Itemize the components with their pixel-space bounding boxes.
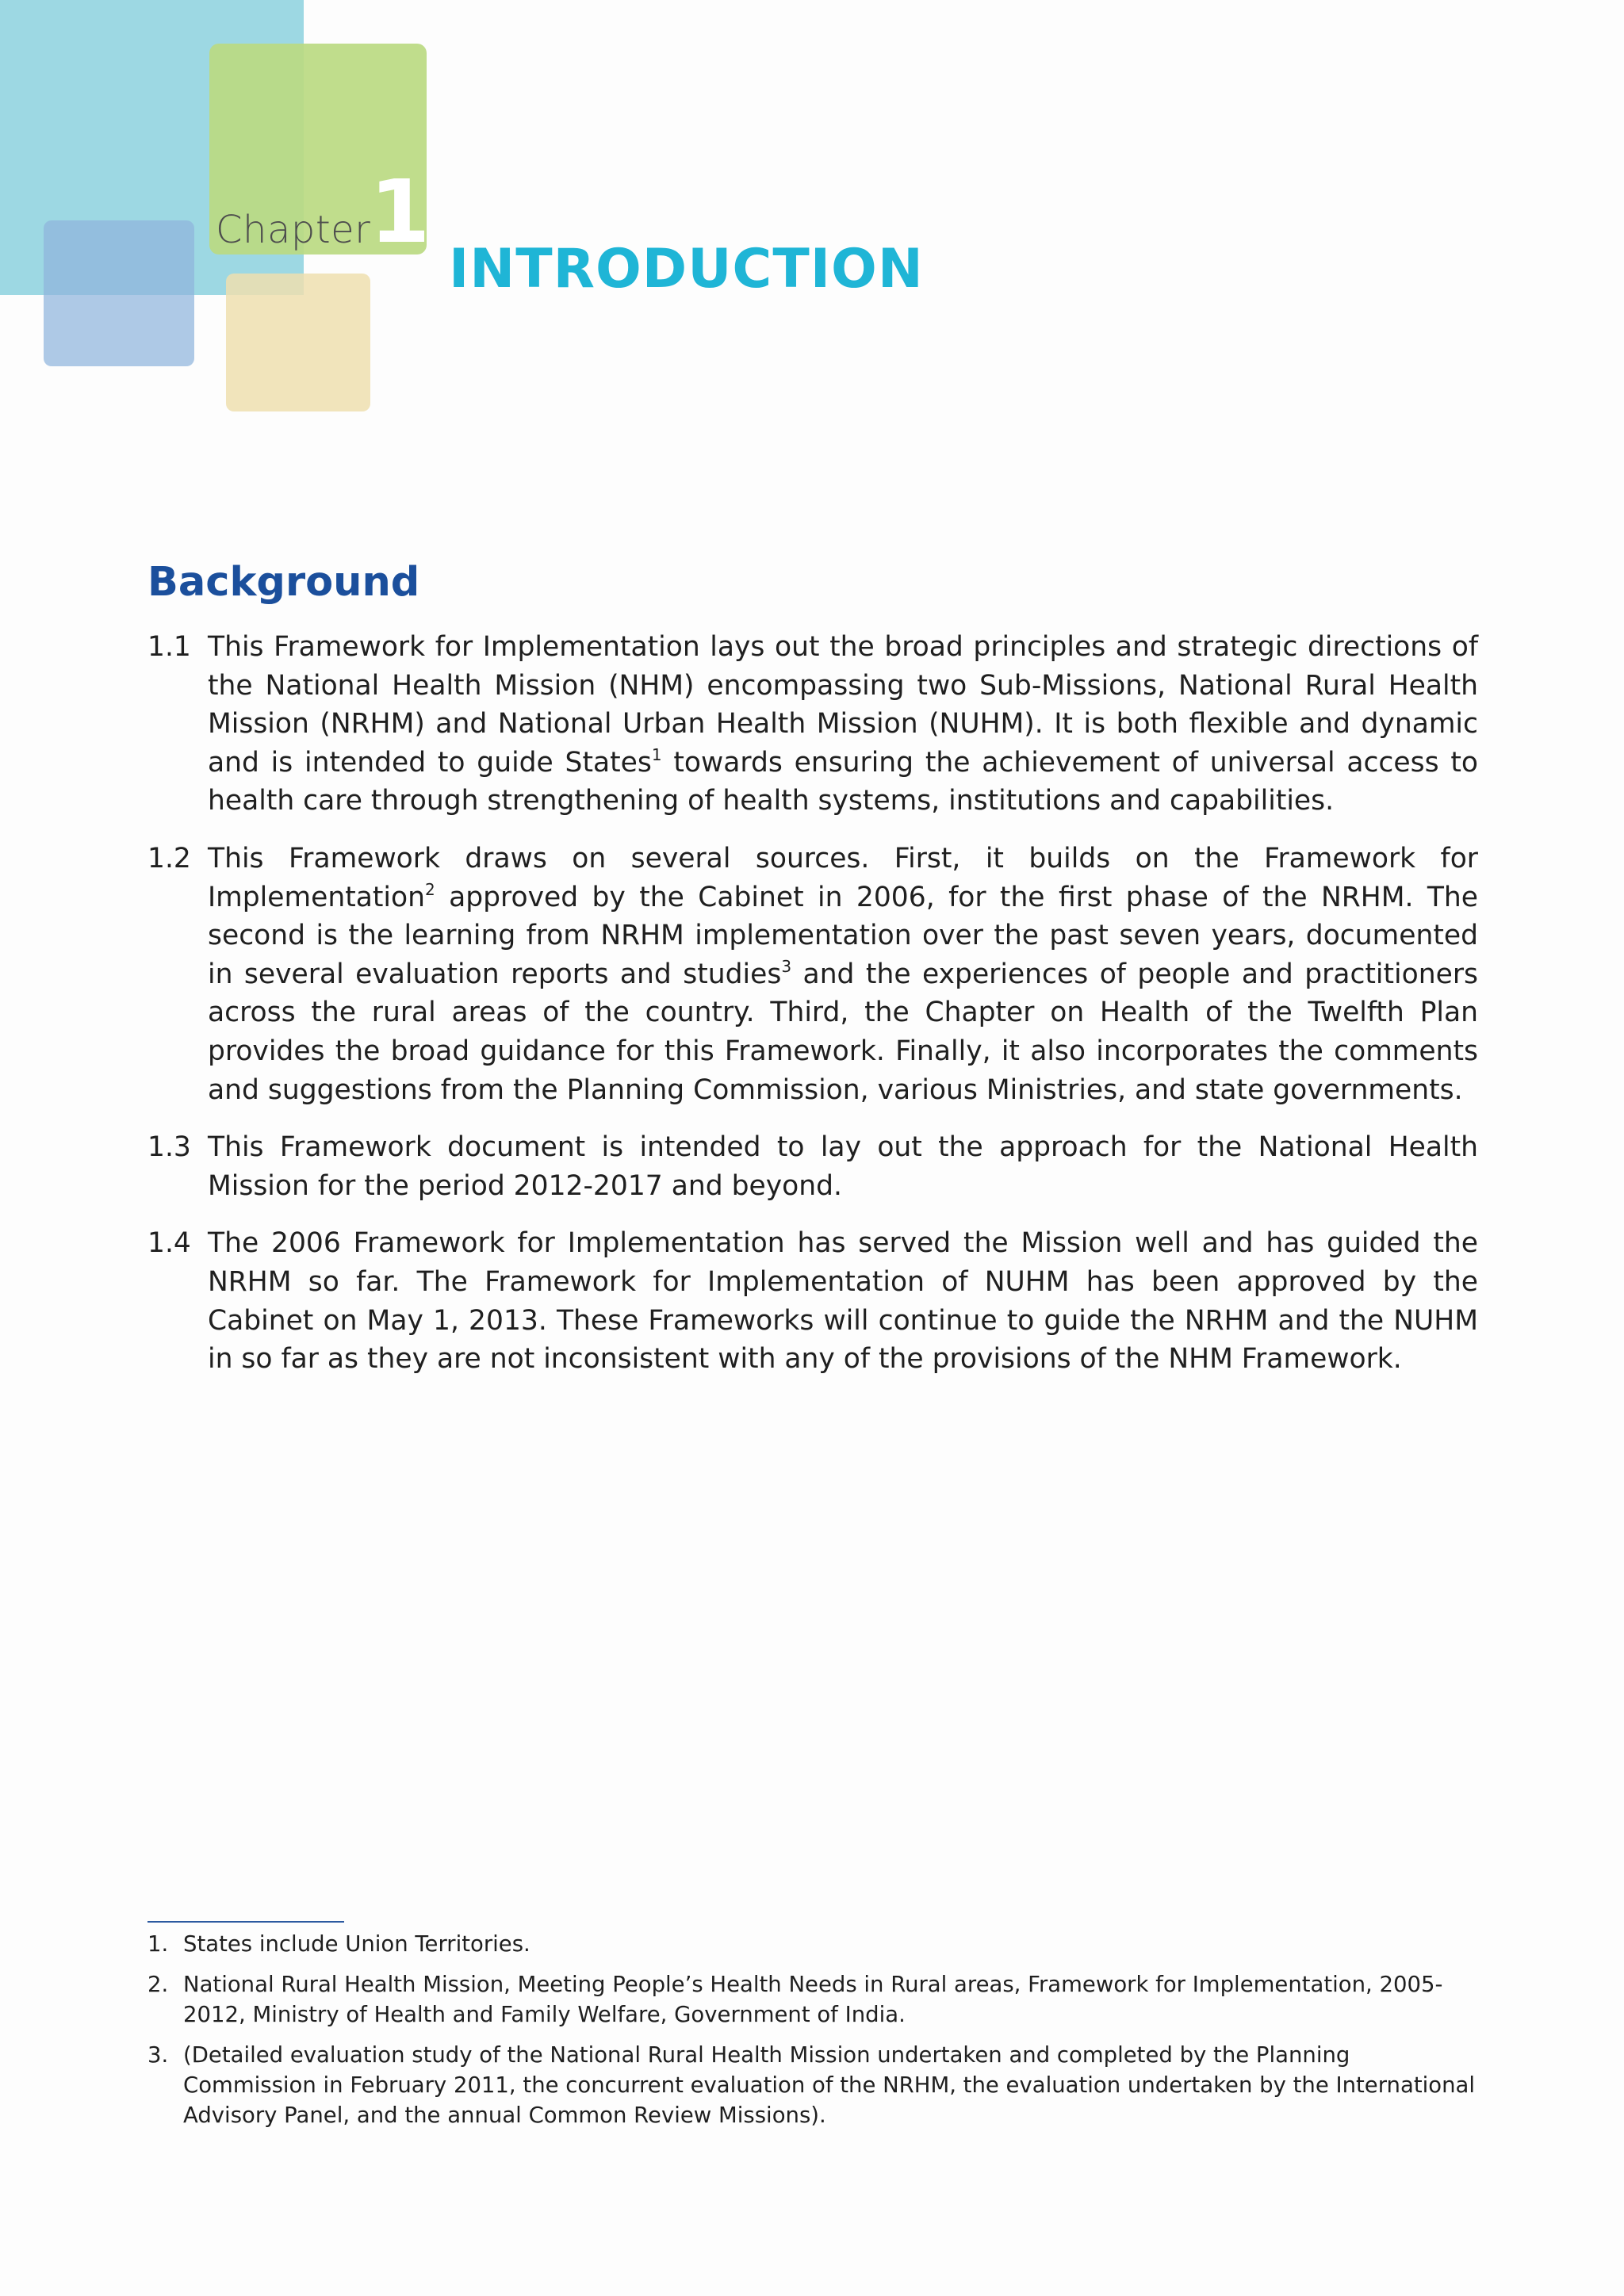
paragraph-text-part: approved by the Cabinet in 2006, for the first phase of the NRHM. The second is the learning from NRHM implementation over the past seven years, documented in several evaluation reports and studies (208, 881, 1479, 990)
paragraph-1-2 (147, 840, 1478, 1109)
paragraph-1-1 (147, 628, 1478, 821)
decor-square-tan (226, 274, 370, 411)
footnote-divider (147, 1921, 344, 1923)
paragraph-text-part: and the experiences of people and practitioners across the rural areas of the country. Third, the Chapter on Health of the Twelfth Plan provides the broad guidance for this Framework. Finally, it also incorporates the comments and suggestions from the Planning Commission, various Ministries, and state governments. (208, 958, 1478, 1106)
paragraph-number: 1.3 (147, 1131, 191, 1164)
footnote-2 (147, 1969, 1488, 2030)
chapter-label: Chapter (216, 208, 371, 252)
paragraph-text (208, 840, 1478, 1109)
paragraph-text-part: This Framework draws on several sources. First, it builds on the Framework for Implementation (208, 842, 1478, 913)
footnote-number: 3. (147, 2042, 169, 2068)
footnote-ref-1[interactable]: 1 (651, 744, 662, 764)
paragraph-text-part: This Framework for Implementation lays out the broad principles and strategic directions of the National Health Mission (NHM) encompassing two Sub-Missions, National Rural Health Mission (NRHM) and National Urban Health Mission (NUHM). It is both flexible and dynamic and is intended to guide States (208, 631, 1478, 779)
paragraph-1-3 (147, 1128, 1478, 1205)
paragraph-1-4 (147, 1224, 1478, 1378)
paragraph-number: 1.2 (147, 842, 191, 874)
decor-square-blue (44, 220, 194, 366)
chapter-title: INTRODUCTION (449, 238, 924, 300)
paragraph-text-part: towards ensuring the achievement of universal access to health care through strengthening of health systems, institutions and capabilities. (208, 746, 1478, 817)
footnote-text: (Detailed evaluation study of the National Rural Health Mission undertaken and completed by the Planning Commission in February 2011, the concurrent evaluation of the NRHM, the evaluation undertaken by the International Advisory Panel, and the annual Common Review Missions). (183, 2042, 1475, 2128)
footnote-3 (147, 2040, 1488, 2130)
footnotes (147, 1929, 1488, 2141)
paragraph-text (208, 628, 1478, 821)
footnote-ref-3[interactable]: 3 (781, 956, 792, 976)
footnote-text: National Rural Health Mission, Meeting People’s Health Needs in Rural areas, Framework for Implementation, 2005-2012, Ministry of Health and Family Welfare, Government of India. (183, 1972, 1443, 2027)
paragraph-number: 1.4 (147, 1227, 191, 1260)
section-heading: Background (147, 559, 420, 606)
footnote-number: 1. (147, 1931, 169, 1957)
body-paragraphs (147, 628, 1478, 1398)
chapter-number: 1 (370, 161, 431, 262)
footnote-text: States include Union Territories. (183, 1931, 530, 1957)
footnote-number: 2. (147, 1972, 169, 1997)
footnote-ref-2[interactable]: 2 (424, 879, 435, 899)
paragraph-number: 1.1 (147, 631, 191, 663)
footnote-1 (147, 1929, 1488, 1959)
paragraph-text: This Framework document is intended to lay out the approach for the National Health Mission for the period 2012-2017 and beyond. (208, 1131, 1478, 1202)
paragraph-text: The 2006 Framework for Implementation has served the Mission well and has guided the NRHM so far. The Framework for Implementation of NUHM has been approved by the Cabinet on May 1, 2013. These Frameworks will continue to guide the NRHM and the NUHM in so far as they are not inconsistent with any of the provisions of the NHM Framework. (208, 1227, 1478, 1376)
